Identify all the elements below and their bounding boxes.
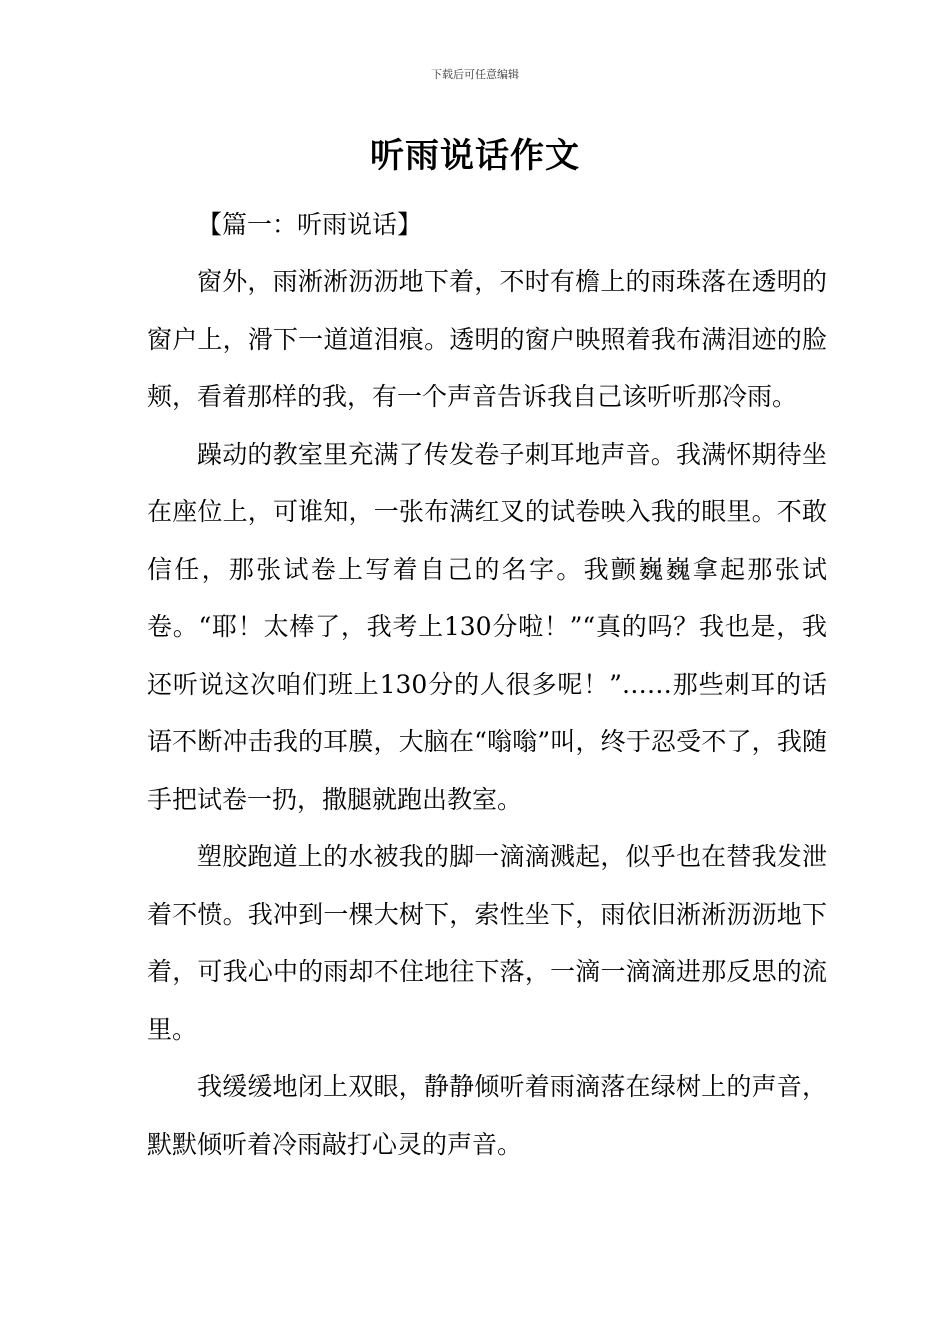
paragraph-1: 窗外，雨淅淅沥沥地下着，不时有檐上的雨珠落在透明的窗户上，滑下一道道泪痕。透明的窗户映照着我布满泪迹的脸颊，看着那样的我，有一个声音告诉我自己该听听那冷雨。 [147, 267, 827, 411]
paragraph-3: 塑胶跑道上的水被我的脚一滴滴溅起，似乎也在替我发泄着不愤。我冲到一棵大树下，索性坐下，雨依旧淅淅沥沥地下着，可我心中的雨却不住地往下落，一滴一滴滴进那反思的流里。 [147, 842, 827, 1044]
section-heading: 【篇一：听雨说话】 [197, 210, 423, 239]
paragraph-4: 我缓缓地闭上双眼，静静倾听着雨滴落在绿树上的声音，默默倾听着冷雨敲打心灵的声音。 [147, 1072, 827, 1159]
page-header-note: 下载后可任意编辑 [431, 68, 519, 81]
document-title: 听雨说话作文 [370, 136, 580, 176]
paragraph-2: 躁动的教室里充满了传发卷子刺耳地声音。我满怀期待坐在座位上，可谁知，一张布满红叉的试卷映入我的眼里。不敢信任，那张试卷上写着自己的名字。我颤巍巍拿起那张试卷。“耶！太棒了，我考上130分啦！”“真的吗？我也是，我还听说这次咱们班上130分的人很多呢！”……那些刺耳的话语不断冲击我的耳膜，大脑在“嗡嗡”叫，终于忍受不了，我随手把试卷一扔，撒腿就跑出教室。 [147, 439, 827, 814]
document-body [147, 196, 827, 1173]
